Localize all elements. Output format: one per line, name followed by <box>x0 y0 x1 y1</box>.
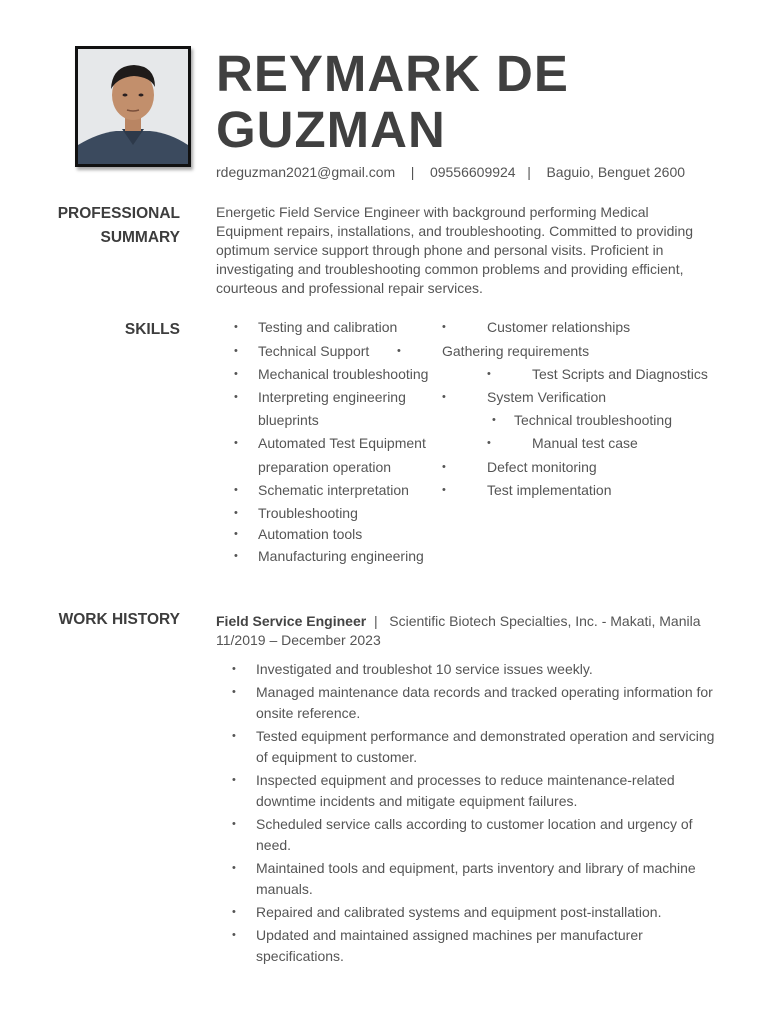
duty-item: • Scheduled service calls according to customer location and urgency of need. <box>228 814 728 856</box>
job-company: Scientific Biotech Specialties, Inc. - Makati, Manila <box>389 613 701 629</box>
skill-item: Interpreting engineering <box>258 389 406 405</box>
skill-bullet: • <box>234 321 238 333</box>
skill-item: Testing and calibration <box>258 319 398 335</box>
duty-item: • Repaired and calibrated systems and equipment post-installation. <box>228 902 728 923</box>
job-dates: 11/2019 – December 2023 <box>216 632 381 648</box>
duty-item: • Tested equipment performance and demonstrated operation and servicing of equipment to customer. <box>228 726 728 768</box>
skill-item-continuation: preparation operation <box>258 459 392 475</box>
skill-item: Technical troubleshooting <box>514 412 672 428</box>
job-duties-list <box>228 659 728 969</box>
skill-item: Manufacturing engineering <box>258 548 424 564</box>
skill-item: Technical Support <box>258 343 370 359</box>
skill-bullet: • <box>234 437 238 449</box>
job-separator: | <box>366 613 390 629</box>
job-title: Field Service Engineer <box>216 613 367 629</box>
skill-item: Test implementation <box>487 482 612 498</box>
summary-heading-line1: PROFESSIONAL <box>57 205 180 222</box>
skill-item: Manual test case <box>532 435 638 451</box>
job-header <box>216 613 701 629</box>
skill-item: Gathering requirements <box>442 343 590 359</box>
skill-bullet: • <box>234 507 238 519</box>
skills-heading: SKILLS <box>124 321 180 338</box>
skill-bullet: • <box>492 414 496 426</box>
skill-bullet: • <box>234 368 238 380</box>
work-history-heading: WORK HISTORY <box>58 611 180 628</box>
skill-item: Defect monitoring <box>487 459 597 475</box>
skill-bullet: • <box>234 345 238 357</box>
summary-heading-line2: SUMMARY <box>100 229 180 246</box>
skill-bullet: • <box>442 321 446 333</box>
skill-item: Test Scripts and Diagnostics <box>532 366 708 382</box>
skill-item: Automated Test Equipment <box>258 435 426 451</box>
skill-item: Automation tools <box>258 526 363 542</box>
duty-item: • Maintained tools and equipment, parts inventory and library of machine manuals. <box>228 858 728 900</box>
skill-item: System Verification <box>487 389 607 405</box>
skill-item: Schematic interpretation <box>258 482 409 498</box>
skill-bullet: • <box>442 461 446 473</box>
summary-text: Energetic Field Service Engineer with background performing Medical Equipment repairs, installations, and troubleshooting. Committed to providing optimum service support through phone and personal visits. Proficient in investigating and troubleshooting common problems and providing efficient, courteous and professional repair services. <box>216 204 694 296</box>
skill-item: Customer relationships <box>487 319 631 335</box>
skill-item: Troubleshooting <box>258 505 358 521</box>
person-photo-illustration <box>78 49 188 164</box>
candidate-name: REYMARK DE GUZMAN <box>216 45 569 158</box>
contact-line: rdeguzman2021@gmail.com | 09556609924 | Baguio, Benguet 2600 <box>216 164 686 180</box>
skill-bullet: • <box>234 528 238 540</box>
duty-item: • Investigated and troubleshot 10 service issues weekly. <box>228 659 728 680</box>
skill-bullet: • <box>442 391 446 403</box>
duty-item: • Managed maintenance data records and tracked operating information for onsite reference. <box>228 682 728 724</box>
duty-item: • Inspected equipment and processes to reduce maintenance-related downtime incidents and mitigate equipment failures. <box>228 770 728 812</box>
skill-bullet: • <box>234 550 238 562</box>
skill-item: Mechanical troubleshooting <box>258 366 429 382</box>
skill-bullet: • <box>397 345 401 357</box>
skill-bullet: • <box>442 484 446 496</box>
summary-heading <box>58 202 180 250</box>
skill-bullet: • <box>487 437 491 449</box>
skill-bullet: • <box>234 391 238 403</box>
profile-photo <box>75 46 191 167</box>
skill-item-continuation: blueprints <box>258 412 319 428</box>
skill-bullet: • <box>487 368 491 380</box>
duty-item: • Updated and maintained assigned machines per manufacturer specifications. <box>228 925 728 967</box>
skill-bullet: • <box>234 484 238 496</box>
